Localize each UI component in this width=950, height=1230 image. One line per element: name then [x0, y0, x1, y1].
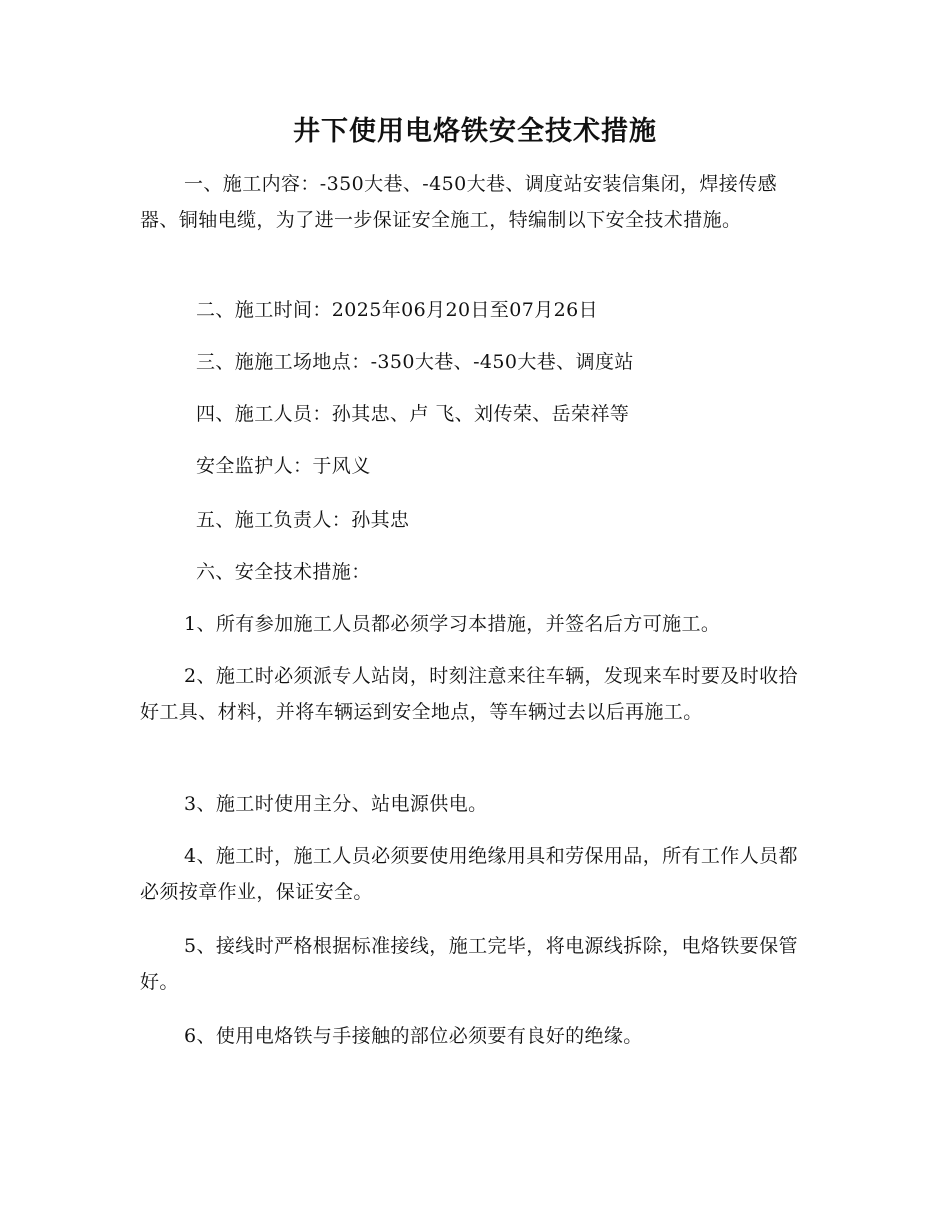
measure-item: 4、施工时，施工人员必须要使用绝缘用具和劳保用品，所有工作人员都必须按章作业，保证安全。	[140, 845, 798, 903]
section-supervisor: 安全监护人：于风义	[196, 455, 371, 477]
measure-item: 2、施工时必须派专人站岗，时刻注意来往车辆，发现来车时要及时收拾好工具、材料，并将车辆运到安全地点，等车辆过去以后再施工。	[140, 665, 798, 723]
measure-item: 6、使用电烙铁与手接触的部位必须要有良好的绝缘。	[184, 1025, 643, 1047]
measure-item: 3、施工时使用主分、站电源供电。	[184, 793, 488, 815]
measure-item: 1、所有参加施工人员都必须学习本措施，并签名后方可施工。	[184, 613, 721, 635]
document-title: 井下使用电烙铁安全技术措施	[293, 116, 657, 147]
section-content: 一、施工内容：-350大巷、-450大巷、调度站安装信集闭，焊接传感器、铜轴电缆，为了进一步保证安全施工，特编制以下安全技术措施。	[140, 173, 777, 231]
section-time: 二、施工时间：2025年06月20日至07月26日	[196, 299, 599, 321]
section-location: 三、施施工场地点：-350大巷、-450大巷、调度站	[196, 351, 634, 373]
section-leader: 五、施工负责人：孙其忠	[196, 509, 410, 531]
section-measures-heading: 六、安全技术措施：	[196, 561, 371, 583]
section-personnel: 四、施工人员：孙其忠、卢 飞、刘传荣、岳荣祥等	[196, 403, 630, 425]
measure-item: 5、接线时严格根据标准接线，施工完毕，将电源线拆除，电烙铁要保管好。	[140, 935, 798, 993]
